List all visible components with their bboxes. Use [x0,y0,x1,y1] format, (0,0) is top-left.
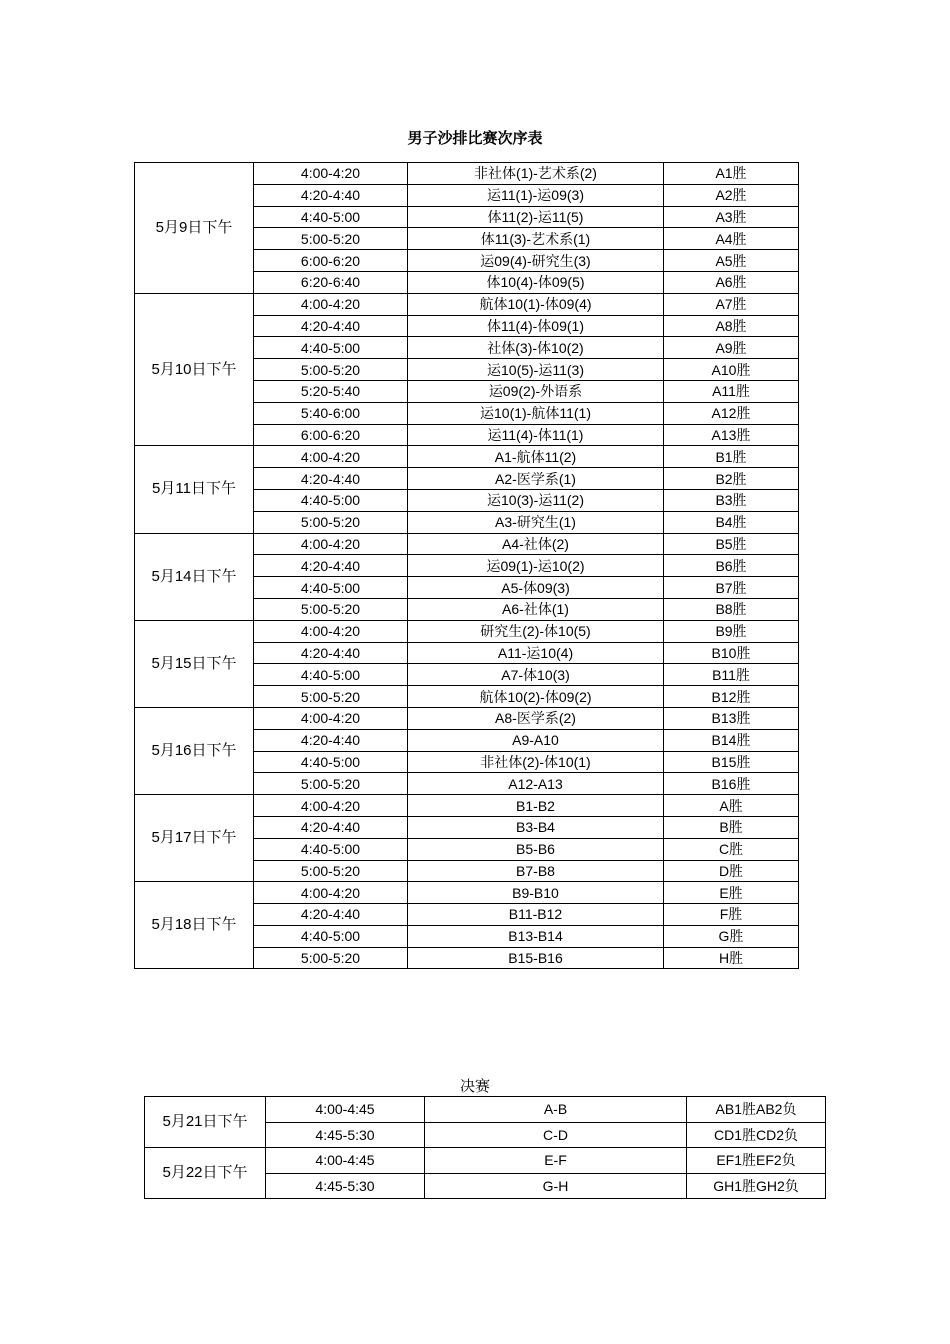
date-cell: 5月18日下午 [135,882,254,969]
match-cell: 体11(4)-体09(1) [408,315,664,337]
match-cell: B7-B8 [408,860,664,882]
match-cell: 体11(2)-运11(5) [408,206,664,228]
result-cell: B6胜 [664,555,799,577]
match-cell: B13-B14 [408,925,664,947]
time-cell: 6:00-6:20 [254,424,408,446]
time-cell: 6:20-6:40 [254,271,408,293]
time-cell: 4:20-4:40 [254,904,408,926]
match-cell: A12-A13 [408,773,664,795]
match-cell: A2-医学系(1) [408,468,664,490]
result-cell: B12胜 [664,686,799,708]
finals-table [144,1096,826,1199]
result-cell: B3胜 [664,489,799,511]
match-cell: 运11(1)-运09(3) [408,184,664,206]
match-cell: E-F [425,1148,687,1174]
date-cell: 5月21日下午 [145,1097,266,1148]
result-cell: F胜 [664,904,799,926]
result-cell: B10胜 [664,642,799,664]
time-cell: 5:00-5:20 [254,511,408,533]
table-row [135,795,799,817]
result-cell: D胜 [664,860,799,882]
result-cell: A1胜 [664,163,799,185]
result-cell: B13胜 [664,707,799,729]
result-cell: B8胜 [664,598,799,620]
result-cell: GH1胜GH2负 [687,1173,826,1199]
time-cell: 4:40-5:00 [254,664,408,686]
time-cell: 5:40-6:00 [254,402,408,424]
result-cell: B16胜 [664,773,799,795]
match-cell: 运10(3)-运11(2) [408,489,664,511]
match-cell: A-B [425,1097,687,1123]
match-cell: 非社体(2)-体10(1) [408,751,664,773]
time-cell: 4:00-4:20 [254,795,408,817]
match-cell: B1-B2 [408,795,664,817]
result-cell: A13胜 [664,424,799,446]
table-row [135,533,799,555]
page-title: 男子沙排比赛次序表 [407,130,543,147]
result-cell: A2胜 [664,184,799,206]
match-cell: A6-社体(1) [408,598,664,620]
result-cell: AB1胜AB2负 [687,1097,826,1123]
time-cell: 5:00-5:20 [254,228,408,250]
result-cell: B2胜 [664,468,799,490]
result-cell: B14胜 [664,729,799,751]
schedule-table [134,162,799,969]
result-cell: B胜 [664,816,799,838]
match-cell: B9-B10 [408,882,664,904]
match-cell: 体10(4)-体09(5) [408,271,664,293]
match-cell: 运09(2)-外语系 [408,380,664,402]
match-cell: 运11(4)-体11(1) [408,424,664,446]
result-cell: A12胜 [664,402,799,424]
match-cell: A3-研究生(1) [408,511,664,533]
result-cell: B4胜 [664,511,799,533]
finals-title: 决赛 [459,1078,490,1095]
schedule-table-body [135,163,799,969]
match-cell: B3-B4 [408,816,664,838]
result-cell: CD1胜CD2负 [687,1122,826,1148]
time-cell: 5:20-5:40 [254,380,408,402]
match-cell: 航体10(1)-体09(4) [408,293,664,315]
time-cell: 5:00-5:20 [254,947,408,969]
time-cell: 5:00-5:20 [254,359,408,381]
result-cell: A4胜 [664,228,799,250]
match-cell: A9-A10 [408,729,664,751]
match-cell: A4-社体(2) [408,533,664,555]
result-cell: A7胜 [664,293,799,315]
date-cell: 5月15日下午 [135,620,254,707]
time-cell: 4:00-4:20 [254,293,408,315]
time-cell: 5:00-5:20 [254,686,408,708]
date-cell: 5月16日下午 [135,707,254,794]
match-cell: 运09(1)-运10(2) [408,555,664,577]
result-cell: H胜 [664,947,799,969]
time-cell: 4:40-5:00 [254,751,408,773]
time-cell: 4:45-5:30 [266,1173,425,1199]
match-cell: A1-航体11(2) [408,446,664,468]
table-row [135,882,799,904]
table-row [135,446,799,468]
result-cell: A8胜 [664,315,799,337]
time-cell: 6:00-6:20 [254,250,408,272]
time-cell: 4:45-5:30 [266,1122,425,1148]
match-cell: 航体10(2)-体09(2) [408,686,664,708]
time-cell: 4:00-4:20 [254,533,408,555]
time-cell: 4:00-4:20 [254,446,408,468]
time-cell: 4:20-4:40 [254,642,408,664]
time-cell: 4:20-4:40 [254,468,408,490]
match-cell: 研究生(2)-体10(5) [408,620,664,642]
result-cell: C胜 [664,838,799,860]
time-cell: 4:00-4:20 [254,163,408,185]
time-cell: 4:00-4:45 [266,1148,425,1174]
match-cell: A7-体10(3) [408,664,664,686]
table-row [135,620,799,642]
match-cell: 运10(1)-航体11(1) [408,402,664,424]
result-cell: A6胜 [664,271,799,293]
table-row [145,1148,826,1174]
result-cell: B1胜 [664,446,799,468]
result-cell: A9胜 [664,337,799,359]
table-row [135,707,799,729]
time-cell: 4:40-5:00 [254,206,408,228]
match-cell: 体11(3)-艺术系(1) [408,228,664,250]
date-cell: 5月22日下午 [145,1148,266,1199]
result-cell: EF1胜EF2负 [687,1148,826,1174]
date-cell: 5月10日下午 [135,293,254,446]
time-cell: 5:00-5:20 [254,773,408,795]
time-cell: 4:40-5:00 [254,337,408,359]
result-cell: E胜 [664,882,799,904]
time-cell: 4:40-5:00 [254,838,408,860]
result-cell: A5胜 [664,250,799,272]
time-cell: 4:20-4:40 [254,729,408,751]
date-cell: 5月9日下午 [135,163,254,294]
match-cell: 社体(3)-体10(2) [408,337,664,359]
match-cell: 运09(4)-研究生(3) [408,250,664,272]
match-cell: B11-B12 [408,904,664,926]
match-cell: G-H [425,1173,687,1199]
match-cell: A8-医学系(2) [408,707,664,729]
time-cell: 5:00-5:20 [254,860,408,882]
result-cell: A10胜 [664,359,799,381]
time-cell: 4:40-5:00 [254,577,408,599]
time-cell: 4:00-4:45 [266,1097,425,1123]
match-cell: B15-B16 [408,947,664,969]
time-cell: 4:00-4:20 [254,707,408,729]
date-cell: 5月17日下午 [135,795,254,882]
date-cell: 5月14日下午 [135,533,254,620]
time-cell: 4:20-4:40 [254,555,408,577]
time-cell: 4:20-4:40 [254,315,408,337]
match-cell: C-D [425,1122,687,1148]
result-cell: B11胜 [664,664,799,686]
result-cell: B9胜 [664,620,799,642]
result-cell: B7胜 [664,577,799,599]
match-cell: A11-运10(4) [408,642,664,664]
result-cell: A11胜 [664,380,799,402]
result-cell: B15胜 [664,751,799,773]
time-cell: 4:00-4:20 [254,620,408,642]
result-cell: G胜 [664,925,799,947]
match-cell: 非社体(1)-艺术系(2) [408,163,664,185]
match-cell: A5-体09(3) [408,577,664,599]
match-cell: B5-B6 [408,838,664,860]
finals-table-body [145,1097,826,1199]
match-cell: 运10(5)-运11(3) [408,359,664,381]
table-row [135,293,799,315]
time-cell: 4:40-5:00 [254,489,408,511]
table-row [135,163,799,185]
result-cell: A胜 [664,795,799,817]
time-cell: 4:00-4:20 [254,882,408,904]
date-cell: 5月11日下午 [135,446,254,533]
time-cell: 4:20-4:40 [254,184,408,206]
time-cell: 4:40-5:00 [254,925,408,947]
time-cell: 5:00-5:20 [254,598,408,620]
time-cell: 4:20-4:40 [254,816,408,838]
result-cell: A3胜 [664,206,799,228]
table-row [145,1097,826,1123]
result-cell: B5胜 [664,533,799,555]
